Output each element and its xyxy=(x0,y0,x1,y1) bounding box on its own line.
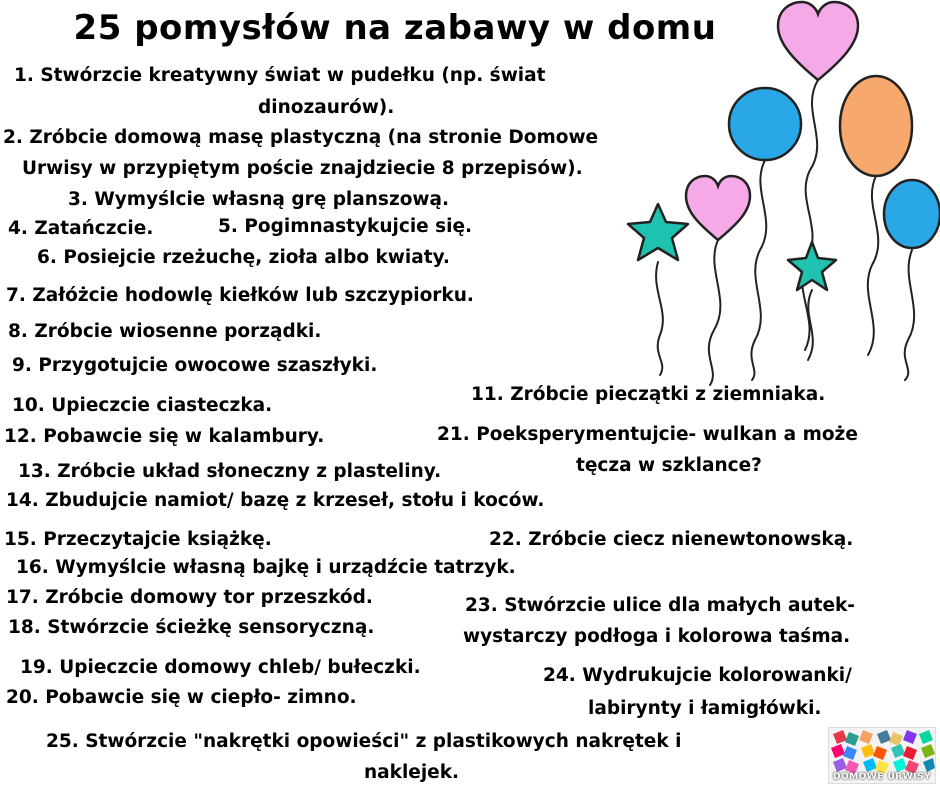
list-item: 4. Zatańczcie. xyxy=(8,218,154,239)
orange-balloon-icon xyxy=(840,76,912,176)
list-item: 7. Załóżcie hodowlę kiełków lub szczypiorku. xyxy=(6,285,474,306)
list-item: 13. Zróbcie układ słoneczny z plasteliny. xyxy=(18,461,442,482)
heart-balloon-icon xyxy=(778,2,858,80)
list-item: 15. Przeczytajcie książkę. xyxy=(4,529,272,550)
blue-balloon-icon xyxy=(729,88,801,160)
list-item: 2. Zróbcie domową masę plastyczną (na stronie Domowe xyxy=(3,127,599,148)
list-item: 24. Wydrukujcie kolorowanki/ xyxy=(543,665,852,686)
list-item: dinozaurów). xyxy=(258,97,395,118)
heart-balloon-icon xyxy=(686,176,750,240)
list-item: 23. Stwórzcie ulice dla małych autek- xyxy=(465,595,855,616)
list-item: 8. Zróbcie wiosenne porządki. xyxy=(8,321,322,342)
page-title: 25 pomysłów na zabawy w domu xyxy=(73,8,717,48)
star-balloon-icon xyxy=(788,242,836,290)
list-item: 9. Przygotujcie owocowe szaszłyki. xyxy=(12,355,378,376)
list-item: 3. Wymyślcie własną grę planszową. xyxy=(68,189,450,210)
list-item: Urwisy w przypiętym poście znajdziecie 8 przepisów). xyxy=(22,158,583,179)
logo-text: DOMOWE URWISY xyxy=(833,772,931,782)
list-item: 1. Stwórzcie kreatywny świat w pudełku (np. świat xyxy=(14,65,546,86)
list-item: 20. Pobawcie się w ciepło- zimno. xyxy=(6,687,357,708)
list-item: 19. Upieczcie domowy chleb/ bułeczki. xyxy=(20,657,421,678)
list-item: 25. Stwórzcie "nakrętki opowieści" z plastikowych nakrętek i xyxy=(46,731,682,752)
list-item: 18. Stwórzcie ścieżkę sensoryczną. xyxy=(8,617,375,638)
list-item: naklejek. xyxy=(364,762,460,783)
logo xyxy=(828,727,936,784)
list-item: 17. Zróbcie domowy tor przeszkód. xyxy=(6,587,373,608)
list-item: 10. Upieczcie ciasteczka. xyxy=(12,395,273,416)
list-item: tęcza w szklance? xyxy=(576,455,762,476)
list-item: wystarczy podłoga i kolorowa taśma. xyxy=(463,626,851,647)
blue-balloon-icon xyxy=(884,180,940,248)
list-item: labirynty i łamigłówki. xyxy=(588,698,822,719)
list-item: 5. Pogimnastykujcie się. xyxy=(218,216,473,237)
list-item: 11. Zróbcie pieczątki z ziemniaka. xyxy=(471,384,826,405)
list-item: 21. Poeksperymentujcie- wulkan a może xyxy=(437,424,858,445)
list-item: 16. Wymyślcie własną bajkę i urządźcie tatrzyk. xyxy=(16,557,516,578)
list-item: 14. Zbudujcie namiot/ bazę z krzeseł, stołu i koców. xyxy=(6,490,545,511)
star-balloon-icon xyxy=(628,204,688,260)
list-item: 6. Posiejcie rzeżuchę, zioła albo kwiaty. xyxy=(37,247,450,268)
list-item: 22. Zróbcie ciecz nienewtonowską. xyxy=(489,529,854,550)
list-item: 12. Pobawcie się w kalambury. xyxy=(4,426,325,447)
